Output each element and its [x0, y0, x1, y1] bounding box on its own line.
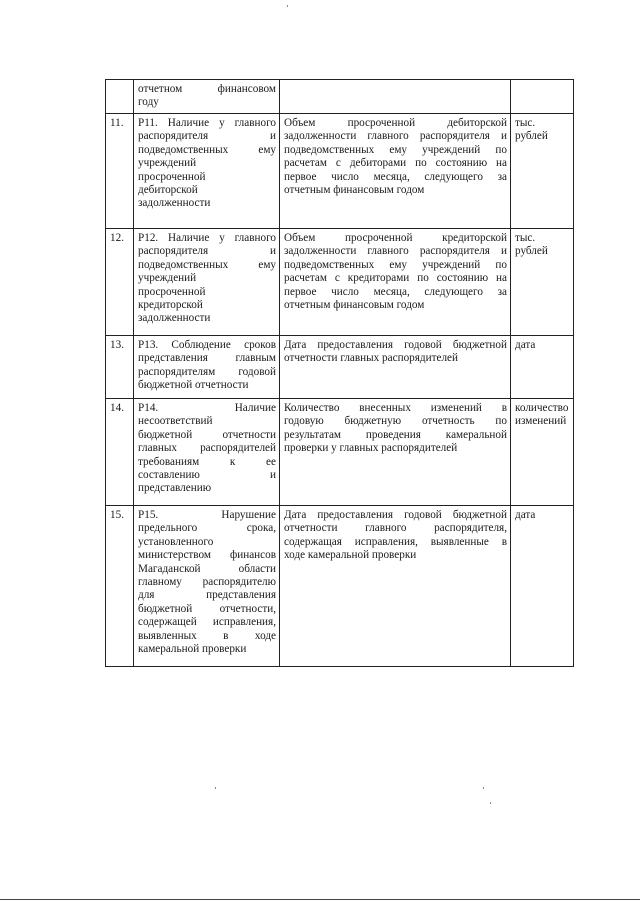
unit-cell: количество изменений	[511, 399, 574, 506]
unit-cell	[511, 80, 574, 114]
description-line: отчетным финансовым годом	[284, 184, 425, 197]
criterion-line: несоответствий	[138, 415, 213, 428]
description-line: отчетности главных распорядителей	[284, 352, 458, 365]
criterion-line: кредиторской	[138, 299, 203, 312]
criterion-cell	[134, 399, 280, 506]
description-line: содержащая исправления, выявленные в	[284, 535, 507, 548]
criterion-line: бюджетной отчетности,	[138, 602, 276, 615]
criterion-cell	[134, 80, 280, 114]
criterion-line: представления главным	[138, 352, 276, 365]
criterion-line: дебиторской	[138, 184, 198, 197]
description-line: первое число месяца, следующего за	[284, 170, 507, 183]
description-line: отчетным финансовым годом	[284, 299, 425, 312]
scan-speck	[490, 802, 491, 804]
description-line: Объем просроченной кредиторской	[284, 232, 507, 244]
description-line: Объем просроченной дебиторской	[284, 117, 507, 129]
description-line: Количество внесенных изменений в	[284, 402, 507, 414]
description-line: расчетам с кредиторами по состоянию на	[284, 272, 507, 285]
row-number	[106, 80, 134, 114]
unit-cell: тыс. рублей	[511, 229, 574, 336]
description-line: отчетности главного распорядителя,	[284, 522, 507, 535]
criterion-line: установленного	[138, 535, 214, 548]
criterion-line: предельного срока,	[138, 522, 276, 535]
criterion-line: году	[138, 96, 159, 109]
criterion-line: задолженности	[138, 197, 211, 210]
row-number: 15.	[106, 506, 134, 667]
description-cell	[280, 80, 511, 114]
row-number: 14.	[106, 399, 134, 506]
criterion-line: отчетном финансовом	[138, 83, 276, 95]
description-line: проверки у главных распорядителей	[284, 442, 458, 455]
criterion-cell	[134, 114, 280, 229]
criterion-line: просроченной	[138, 285, 206, 298]
row-number: 12.	[106, 229, 134, 336]
description-cell	[280, 229, 511, 336]
table-row	[106, 399, 574, 506]
criterion-line: выявленных в ходе	[138, 629, 276, 642]
unit-cell: дата	[511, 506, 574, 667]
description-line: расчетам с дебиторами по состоянию на	[284, 157, 507, 170]
description-line: Дата предоставления годовой бюджетной	[284, 509, 507, 521]
criteria-table	[105, 79, 574, 667]
criterion-line: Р12. Наличие у главного	[138, 232, 276, 244]
criterion-line: учреждений	[138, 272, 197, 285]
criterion-line: содержащей исправления,	[138, 616, 276, 629]
criterion-line: Р15. Нарушение	[138, 509, 276, 521]
description-cell	[280, 506, 511, 667]
description-line: годовую бюджетную отчетность по	[284, 415, 507, 428]
criterion-cell	[134, 229, 280, 336]
description-line: первое число месяца, следующего за	[284, 285, 507, 298]
criterion-line: просроченной	[138, 170, 206, 183]
criterion-line: распорядителя и	[138, 245, 276, 258]
criterion-line: подведомственных ему	[138, 258, 276, 271]
criterion-line: главному распорядителю	[138, 576, 276, 589]
criterion-line: камеральной проверки	[138, 643, 247, 656]
description-line: Дата предоставления годовой бюджетной	[284, 339, 507, 351]
unit-cell: дата	[511, 336, 574, 399]
description-line: ходе камеральной проверки	[284, 549, 417, 562]
criterion-line: составлению и	[138, 469, 276, 482]
criterion-cell	[134, 506, 280, 667]
scan-speck	[483, 787, 484, 789]
criterion-line: бюджетной отчетности	[138, 379, 249, 392]
table-row	[106, 80, 574, 114]
criterion-line: подведомственных ему	[138, 143, 276, 156]
criterion-line: Р11. Наличие у главного	[138, 117, 276, 129]
table-body	[106, 80, 574, 667]
table-row	[106, 114, 574, 229]
criterion-line: учреждений	[138, 157, 197, 170]
criterion-line: Р13. Соблюдение сроков	[138, 339, 276, 351]
row-number: 11.	[106, 114, 134, 229]
criterion-line: для представления	[138, 589, 276, 602]
description-line: результатам проведения камеральной	[284, 428, 507, 441]
row-number: 13.	[106, 336, 134, 399]
description-line: подведомственных ему учреждений по	[284, 143, 507, 156]
page-bottom-rule	[0, 899, 640, 900]
criterion-line: распорядителям годовой	[138, 365, 276, 378]
table-row	[106, 506, 574, 667]
criterion-cell	[134, 336, 280, 399]
scan-speck	[215, 787, 216, 789]
criterion-line: главных распорядителей	[138, 442, 276, 455]
criterion-line: министерством финансов	[138, 549, 276, 562]
criterion-line: распорядителя и	[138, 130, 276, 143]
criterion-line: задолженности	[138, 312, 211, 325]
criterion-line: бюджетной отчетности	[138, 428, 276, 441]
description-line: задолженности главного распорядителя и	[284, 245, 507, 258]
table-row	[106, 336, 574, 399]
description-line: задолженности главного распорядителя и	[284, 130, 507, 143]
table-row	[106, 229, 574, 336]
unit-cell: тыс. рублей	[511, 114, 574, 229]
criterion-line: представлению	[138, 482, 212, 495]
description-cell	[280, 336, 511, 399]
criterion-line: Р14. Наличие	[138, 402, 276, 414]
scan-speck	[287, 5, 288, 7]
criterion-line: Магаданской области	[138, 562, 276, 575]
description-cell	[280, 399, 511, 506]
description-line: подведомственных ему учреждений по	[284, 258, 507, 271]
criterion-line: требованиям к ее	[138, 455, 276, 468]
description-cell	[280, 114, 511, 229]
